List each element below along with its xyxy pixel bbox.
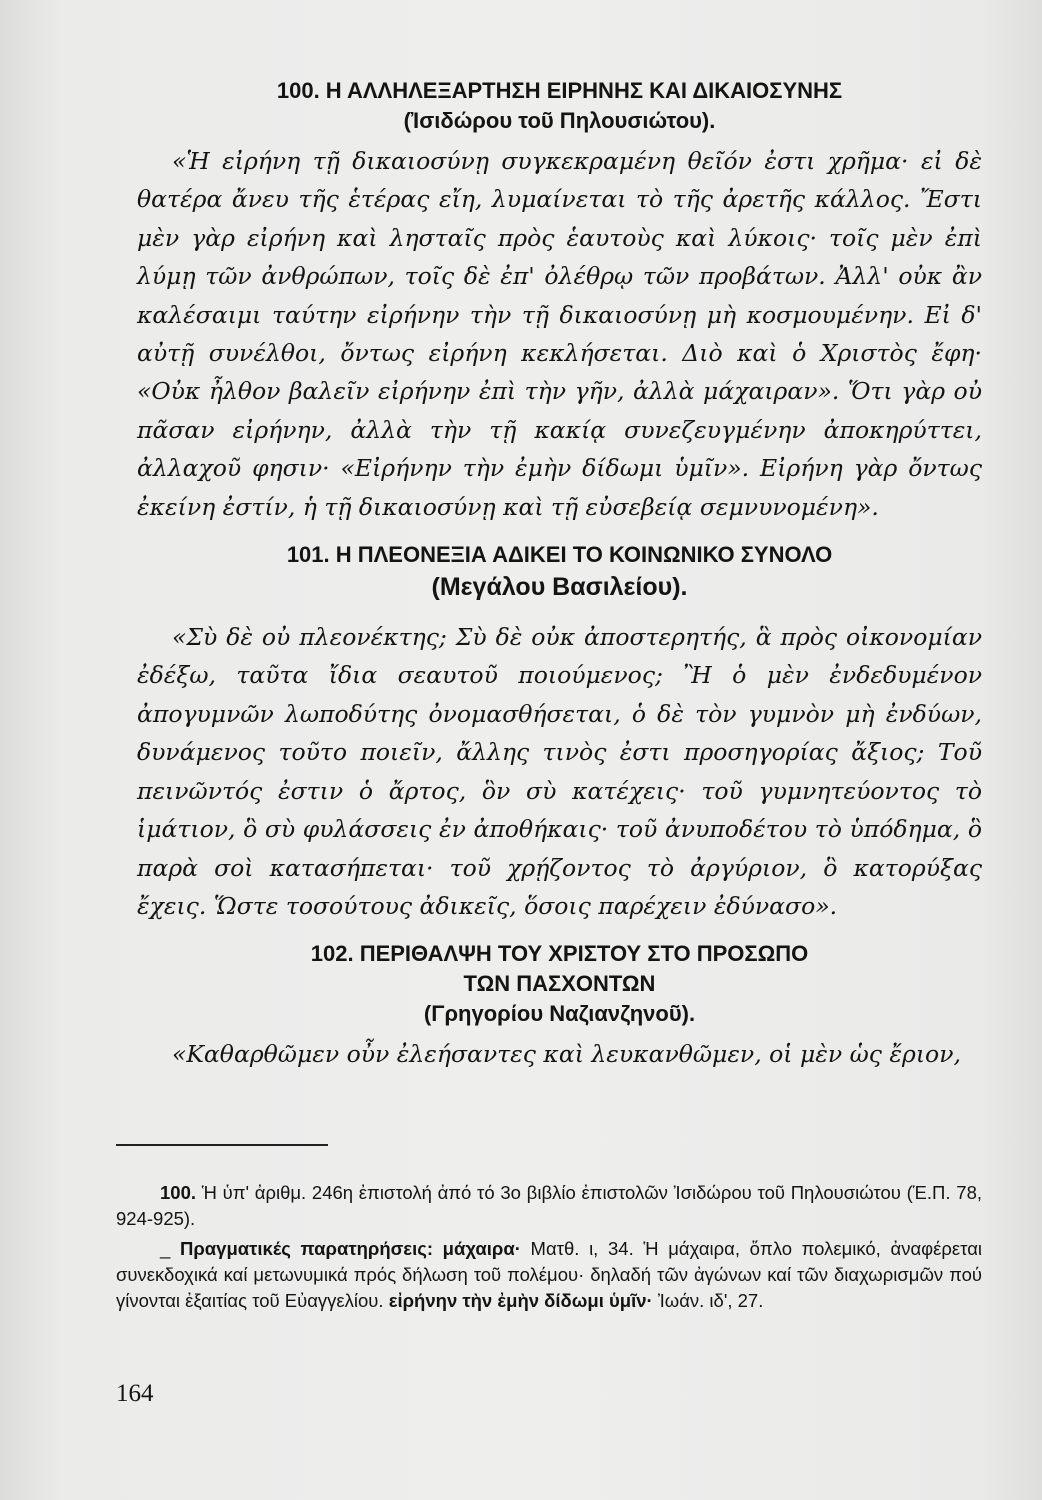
footnote-remarks-text-1: Ματθ. ι, 34. Ἡ μάχαιρα, ὅπλο πολεμικό, ἀναφέρεται συνεκδοχικά καί μετωνυμικά πρός δήλωση τοῦ πολέμου· δηλαδή τῶν ἀγώνων καί τῶν διαχωρισμῶν πού γίνονται ἐξαιτίας τοῦ Εὐαγγελίου. [116,1238,983,1311]
footnote-remarks [116,1236,982,1314]
section-102-title-line2: ΤΩΝ ΠΑΣΧΟΝΤΩΝ [463,971,656,997]
section-100-title: 100. Η ΑΛΛΗΛΕΞΑΡΤΗΣΗ ΕΙΡΗΝΗΣ ΚΑΙ ΔΙΚΑΙΟΣΥΝΗΣ [276,78,843,103]
section-101-subtitle: (Μεγάλου Βασιλείου). [431,573,688,602]
section-101-text: «Σὺ δὲ οὐ πλεονέκτης; Σὺ δὲ οὐκ ἀποστερητής, ἃ πρὸς οἰκονομίαν ἐδέξω, ταῦτα ἴδια σεαυτοῦ ποιούμενος; Ἢ ὁ μὲν ἐνδεδυμένον ἀπογυμνῶν λωποδύτης ὀνομασθήσεται, ὁ δὲ τὸν γυμνὸν μὴ ἐνδύων, δυνάμενος τοῦτο ποιεῖν, ἄλλης τινὸς ἐστι προσηγορίας ἄξιος; Τοῦ πεινῶντός ἐστιν ὁ ἄρτος, ὃν σὺ κατέχεις· τοῦ γυμνητεύοντος τὸ ἱμάτιον, ὃ σὺ φυλάσσεις ἐν ἀποθήκαις· τοῦ ἀνυποδέτου τὸ ὑπόδημα, ὃ παρὰ σοὶ κατασήπεται· τοῦ χρῄζοντος τὸ ἀργύριον, ὃ κατορύξας ἔχεις. Ὥστε τοσούτους ἀδικεῖς, ὅσοις παρέχειν ἐδύνασο». [137,623,982,920]
page-number: 164 [116,1380,154,1407]
footnote-remarks-text-2: Ἰωάν. ιδ', 27. [657,1290,764,1311]
footnote-divider [116,1144,328,1146]
section-102-title: 102. ΠΕΡΙΘΑΛΨΗ ΤΟΥ ΧΡΙΣΤΟΥ ΣΤΟ ΠΡΟΣΩΠΟ [310,941,809,967]
footnote-100 [116,1180,982,1232]
footnote-remarks-term-1: Πραγματικές παρατηρήσεις: μάχαιρα· [179,1238,521,1259]
main-content [137,76,982,1074]
section-100 [137,76,982,526]
footnote-remarks-term-2: εἰρήνην τὴν ἐμὴν δίδωμι ὑμῖν· [388,1290,653,1311]
footnote-100-label: 100. [160,1182,197,1203]
footnotes [116,1180,982,1318]
section-102 [137,939,982,1073]
footnote-100-text: Ἡ ὑπ' ἀριθμ. 246η ἐπιστολή ἀπό τό 3ο βιβλίο ἐπιστολῶν Ἰσιδώρου τοῦ Πηλουσιώτου (Ἑ.Π. 78, 924-925). [116,1182,982,1229]
section-101 [137,540,982,925]
section-102-subtitle: (Γρηγορίου Ναζιανζηνοῦ). [423,1001,696,1027]
section-102-text: «Καθαρθῶμεν οὖν ἐλεήσαντες καὶ λευκανθῶμεν, οἱ μὲν ὡς ἔριον, [172,1040,961,1069]
section-100-subtitle: (Ἰσιδώρου τοῦ Πηλουσιώτου). [403,108,716,133]
footnote-remarks-dash: _ [160,1238,171,1259]
section-101-title: 101. Η ΠΛΕΟΝΕΞΙΑ ΑΔΙΚΕΙ ΤΟ ΚΟΙΝΩΝΙΚΟ ΣΥΝΟΛΟ [286,542,833,568]
section-100-text: «Ἡ εἰρήνη τῇ δικαιοσύνῃ συγκεκραμένη θεῖόν ἐστι χρῆμα· εἰ δὲ θατέρα ἄνευ τῆς ἑτέρας εἴη, λυμαίνεται τὸ τῆς ἀρετῆς κάλλος. Ἔστι μὲν γὰρ εἰρήνη καὶ λησταῖς πρὸς ἑαυτοὺς καὶ λύκοις· τοῖς μὲν ἐπὶ λύμῃ τῶν ἀνθρώπων, τοῖς δὲ ἐπ' ὀλέθρῳ τῶν προβάτων. Ἀλλ' οὐκ ἂν καλέσαιμι ταύτην εἰρήνην τὴν τῇ δικαιοσύνῃ μὴ κοσμουμένην. Εἰ δ' αὐτῇ συνέλθοι, ὄντως εἰρήνη κεκλήσεται. Διὸ καὶ ὁ Χριστὸς ἔφη· «Οὐκ ἦλθον βαλεῖν εἰρήνην ἐπὶ τὴν γῆν, ἀλλὰ μάχαιραν». Ὅτι γὰρ οὐ πᾶσαν εἰρήνην, ἀλλὰ τὴν τῇ κακίᾳ συνεζευγμένην ἀποκηρύττει, ἀλλαχοῦ φησιν· «Εἰρήνην τὴν ἐμὴν δίδωμι ὑμῖν». Εἰρήνη γὰρ ὄντως ἐκείνη ἐστίν, ἡ τῇ δικαιοσύνῃ καὶ τῇ εὐσεβείᾳ σεμνυνομένη». [137,147,982,521]
